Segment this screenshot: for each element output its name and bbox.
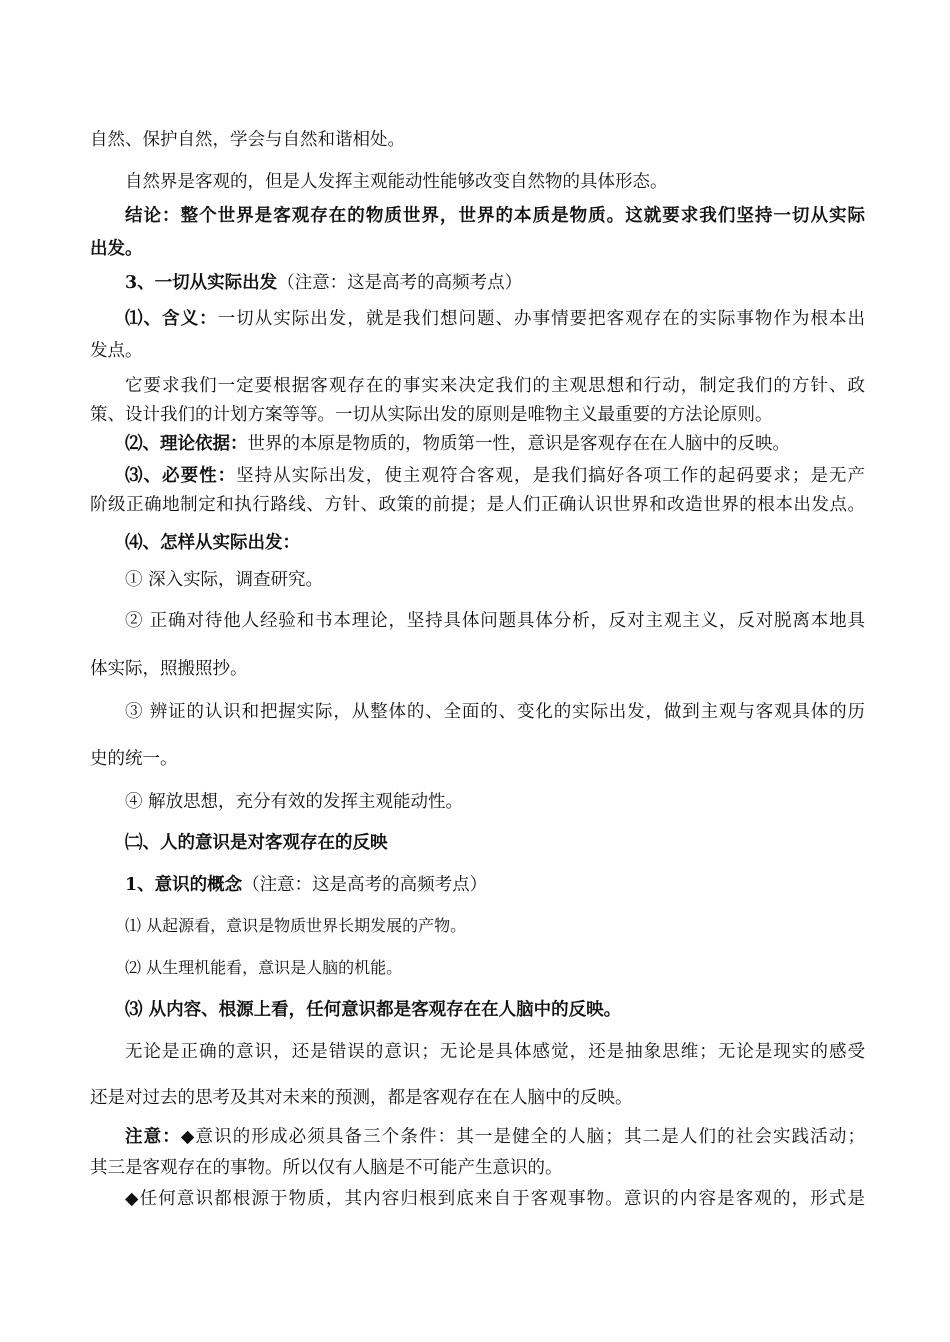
paragraph-line: 自然、保护自然，学会与自然和谐相处。 [90,130,405,150]
basis-text: 世界的本原是物质的，物质第一性，意识是客观存在在人脑中的反映。 [247,434,790,454]
list-item: ⑴ 从起源看，意识是物质世界长期发展的产物。 [125,916,467,935]
necessity-label: ⑶、必要性： [125,466,237,486]
list-item: ③ 辨证的认识和把握实际，从整体的、全面的、变化的实际出发，做到主观与客观具体的历 [125,702,865,722]
necessity-line [125,463,865,489]
section-heading-note: （注意：这是高考的高频考点） [277,273,523,293]
conclusion-text: 整个世界是客观存在的物质世界，世界的本质是物质。这就要求我们坚持一切从实际 [180,206,865,226]
paragraph-line: 自然界是客观的，但是人发挥主观能动性能够改变自然物的具体形态。 [125,172,668,192]
note-line [125,1124,865,1150]
list-item: ⑶ 从内容、根源上看，任何意识都是客观存在在人脑中的反映。 [125,1000,622,1020]
definition-label: ⑴、含义： [125,309,218,329]
subsection-heading: ⑷、怎样从实际出发： [125,533,300,553]
paragraph-line: 其三是客观存在的事物。所以仅有人脑是不可能产生意识的。 [90,1158,563,1178]
list-item: ② 正确对待他人经验和书本理论，坚持具体问题具体分析，反对主观主义，反对脱离本地具 [125,611,865,631]
section-heading: ㈡、人的意识是对客观存在的反映 [125,833,388,853]
paragraph-line: 还是对过去的思考及其对未来的预测，都是客观存在在人脑中的反映。 [90,1088,633,1108]
note-text: ◆意识的形成必须具备三个条件：其一是健全的人脑；其二是人们的社会实践活动； [180,1127,865,1147]
list-item-continuation: 体实际，照搬照抄。 [90,659,248,679]
concept-heading-note: （注意：这是高考的高频考点） [242,875,488,895]
section-heading-title: 3、一切从实际出发 [125,273,278,293]
necessity-text: 坚持从实际出发，使主观符合客观，是我们搞好各项工作的起码要求；是无产 [236,466,865,486]
basis-line [125,431,865,457]
paragraph-line: 发点。 [90,341,143,361]
definition-text: 一切从实际出发，就是我们想问题、办事情要把客观存在的实际事物作为根本出 [217,309,866,329]
note-label: 注意： [125,1127,181,1147]
concept-heading-title: 1、意识的概念 [125,875,243,895]
list-item: ④ 解放思想，充分有效的发挥主观能动性。 [125,792,464,812]
conclusion-line [125,203,865,229]
conclusion-label: 结论： [125,206,181,226]
section-heading [125,270,865,296]
list-item: ① 深入实际，调查研究。 [125,570,324,590]
definition-line [125,306,865,332]
paragraph-line: 策、设计我们的计划方案等等。一切从实际出发的原则是唯物主义最重要的方法论原则。 [90,405,773,425]
conclusion-line-end: 出发。 [90,239,143,259]
list-item: ⑵ 从生理机能看，意识是人脑的机能。 [125,958,403,977]
paragraph-line: 无论是正确的意识，还是错误的意识；无论是具体感觉，还是抽象思维；无论是现实的感受 [125,1042,865,1062]
paragraph-line: 阶级正确地制定和执行路线、方针、政策的前提；是人们正确认识世界和改造世界的根本出发点。 [90,495,865,515]
list-item-continuation: 史的统一。 [90,749,178,769]
concept-heading [125,872,865,898]
basis-label: ⑵、理论依据： [125,434,248,454]
paragraph-line: 它要求我们一定要根据客观存在的事实来决定我们的主观思想和行动，制定我们的方针、政 [125,376,865,396]
paragraph-line: ◆任何意识都根源于物质，其内容归根到底来自于客观事物。意识的内容是客观的，形式是 [125,1189,865,1209]
